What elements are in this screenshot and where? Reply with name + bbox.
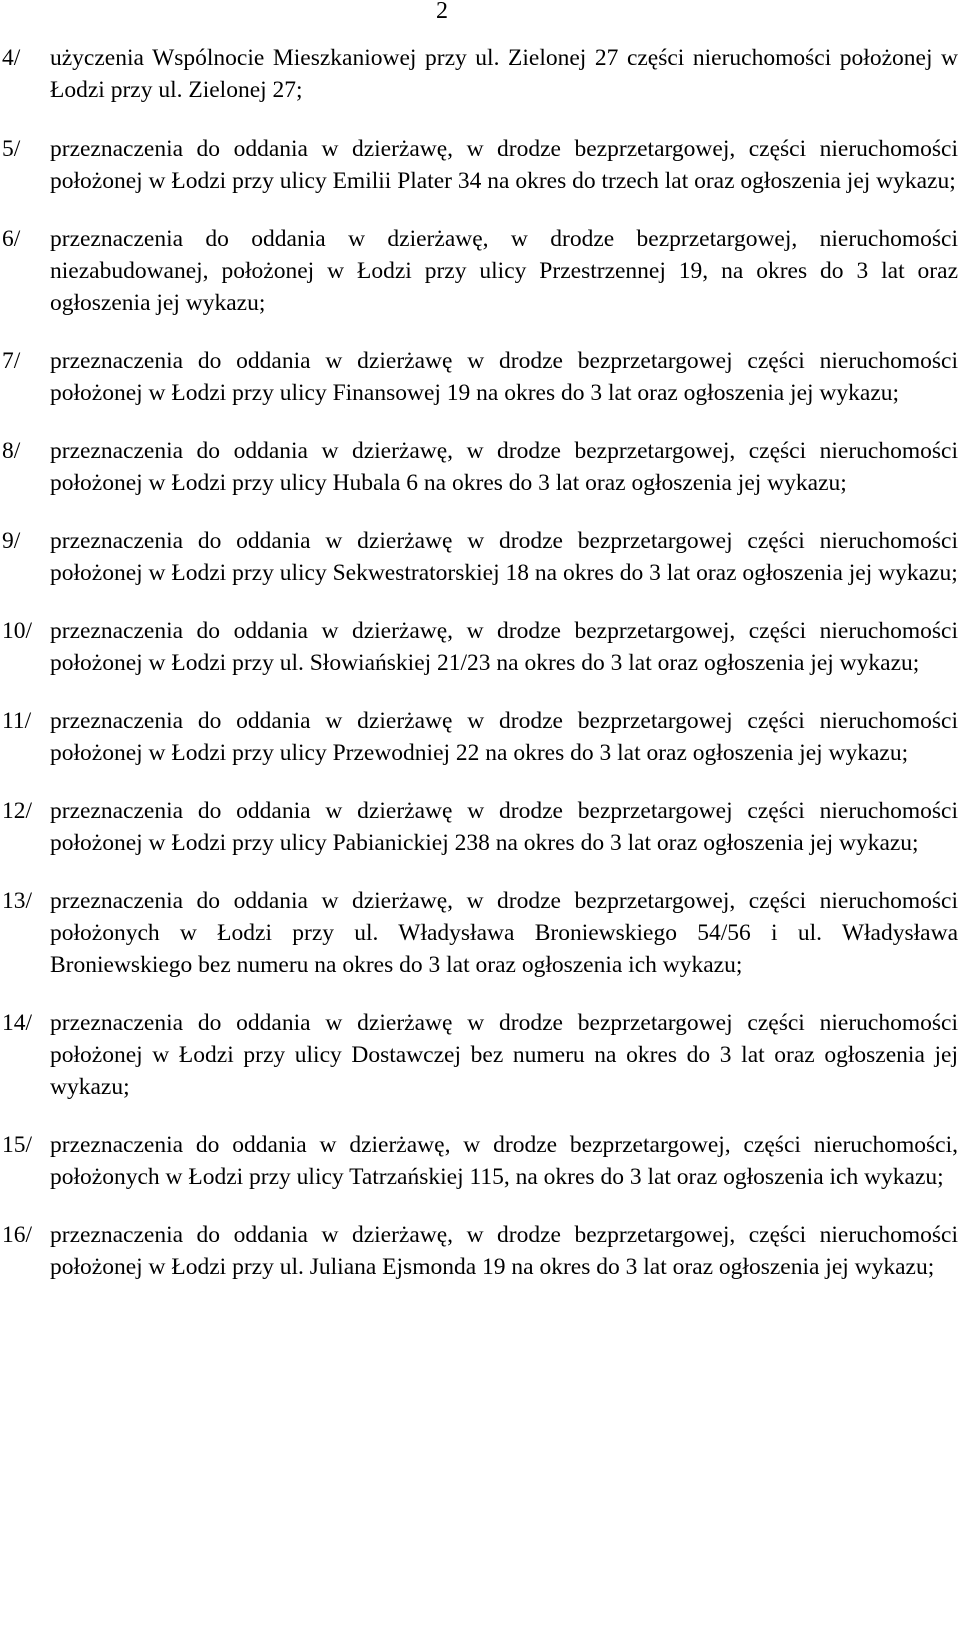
item-text: przeznaczenia do oddania w dzierżawę, w drodze bezprzetargowej, części nieruchomości położonej w Łodzi przy ulicy Emilii Plater 34 na okres do trzech lat oraz ogłoszenia jej wykazu; [50,136,958,194]
item-text: przeznaczenia do oddania w dzierżawę, w drodze bezprzetargowej, części nieruchomości, położonych w Łodzi przy ulicy Tatrzańskiej 115, na okres do 3 lat oraz ogłoszenia ich wykazu; [50,1132,958,1190]
item-number: 6/ [2,226,21,252]
item-text: przeznaczenia do oddania w dzierżawę w drodze bezprzetargowej części nieruchomości położonej w Łodzi przy ulicy Sekwestratorskiej 18 na okres do 3 lat oraz ogłoszenia jej wykazu; [50,528,958,586]
list-item [2,345,958,409]
item-number: 4/ [2,45,21,71]
list-item [2,133,958,197]
item-text: przeznaczenia do oddania w dzierżawę w drodze bezprzetargowej części nieruchomości położonej w Łodzi przy ulicy Finansowej 19 na okres do 3 lat oraz ogłoszenia jej wykazu; [50,348,958,406]
item-text: przeznaczenia do oddania w dzierżawę, w drodze bezprzetargowej, części nieruchomości położonej w Łodzi przy ul. Słowiańskiej 21/23 na okres do 3 lat oraz ogłoszenia jej wykazu; [50,618,958,676]
list-item [2,795,958,859]
list-item [2,525,958,589]
item-number: 7/ [2,348,21,374]
list-item [2,885,958,981]
item-number: 15/ [2,1132,33,1158]
list-item [2,223,958,319]
item-number: 8/ [2,438,21,464]
item-number: 11/ [2,708,32,734]
item-number: 10/ [2,618,33,644]
item-text: przeznaczenia do oddania w dzierżawę, w drodze bezprzetargowej, części nieruchomości położonych w Łodzi przy ul. Władysława Broniewskiego 54/56 i ul. Władysława Broniewskiego bez numeru na okres do 3 lat oraz ogłoszenia ich wykazu; [50,888,958,978]
list-item [2,1007,958,1103]
page-number: 2 [436,0,448,24]
item-number: 12/ [2,798,33,824]
list-item [2,435,958,499]
item-number: 5/ [2,136,21,162]
item-number: 16/ [2,1222,33,1248]
list-item [2,705,958,769]
item-text: przeznaczenia do oddania w dzierżawę w drodze bezprzetargowej części nieruchomości położonej w Łodzi przy ulicy Dostawczej bez numeru na okres do 3 lat oraz ogłoszenia jej wykazu; [50,1010,958,1100]
resolution-item-list [2,42,958,1309]
item-text: użyczenia Wspólnocie Mieszkaniowej przy ul. Zielonej 27 części nieruchomości położonej w Łodzi przy ul. Zielonej 27; [50,45,958,103]
item-text: przeznaczenia do oddania w dzierżawę w drodze bezprzetargowej części nieruchomości położonej w Łodzi przy ulicy Przewodniej 22 na okres do 3 lat oraz ogłoszenia jej wykazu; [50,708,958,766]
item-number: 13/ [2,888,33,914]
list-item [2,1219,958,1283]
list-item [2,42,958,106]
list-item [2,1129,958,1193]
list-item [2,615,958,679]
item-text: przeznaczenia do oddania w dzierżawę, w drodze bezprzetargowej, nieruchomości niezabudowanej, położonej w Łodzi przy ulicy Przestrzennej 19, na okres do 3 lat oraz ogłoszenia jej wykazu; [50,226,958,316]
item-text: przeznaczenia do oddania w dzierżawę, w drodze bezprzetargowej, części nieruchomości położonej w Łodzi przy ul. Juliana Ejsmonda 19 na okres do 3 lat oraz ogłoszenia jej wykazu; [50,1222,958,1280]
item-number: 14/ [2,1010,33,1036]
item-number: 9/ [2,528,21,554]
item-text: przeznaczenia do oddania w dzierżawę, w drodze bezprzetargowej, części nieruchomości położonej w Łodzi przy ulicy Hubala 6 na okres do 3 lat oraz ogłoszenia jej wykazu; [50,438,958,496]
item-text: przeznaczenia do oddania w dzierżawę w drodze bezprzetargowej części nieruchomości położonej w Łodzi przy ulicy Pabianickiej 238 na okres do 3 lat oraz ogłoszenia jej wykazu; [50,798,958,856]
